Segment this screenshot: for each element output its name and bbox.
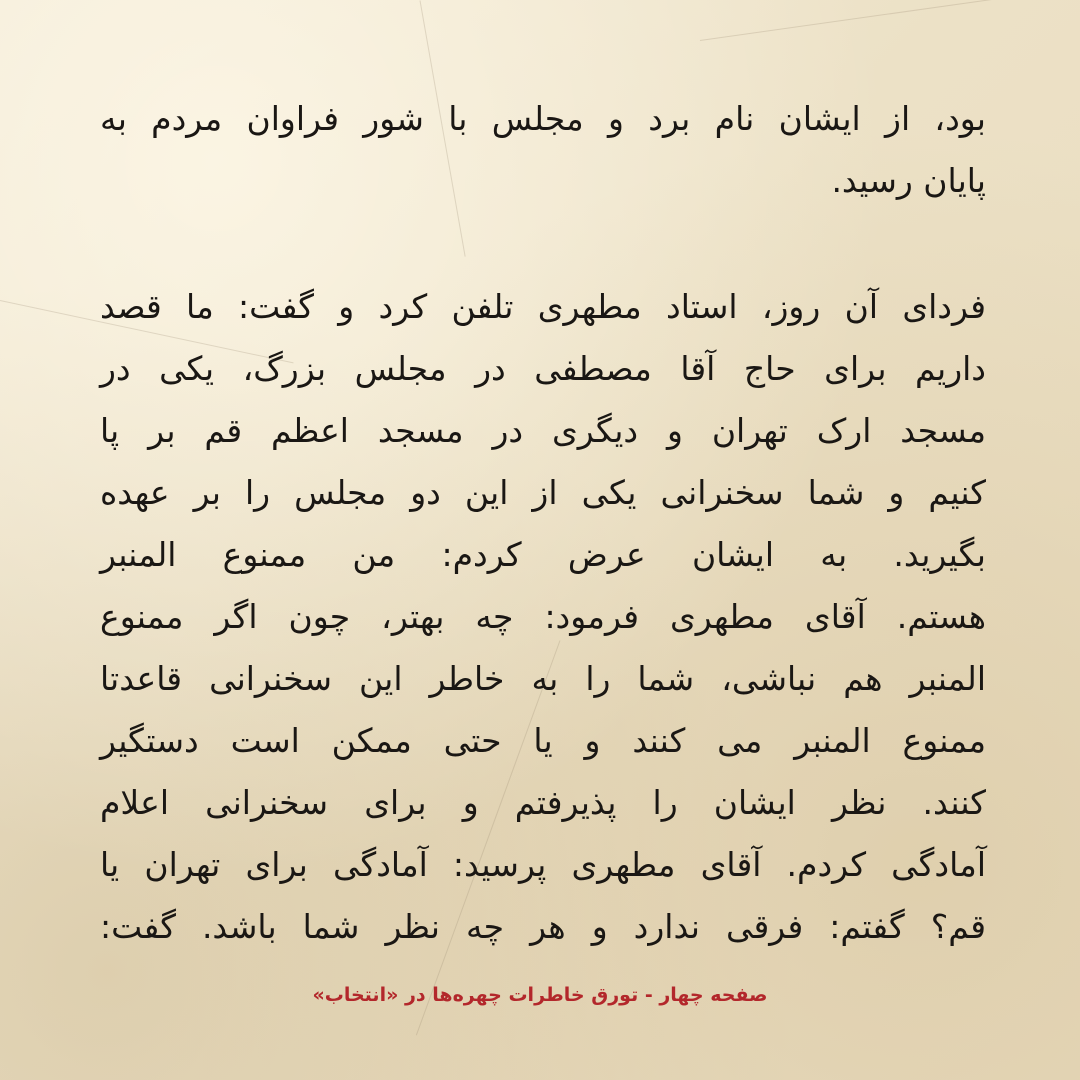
text-line: آمادگی کردم. آقای مطهری پرسید: آمادگی برای تهران یا xyxy=(100,845,986,884)
text-line: پایان رسید. xyxy=(831,161,986,200)
text-line: بود، از ایشان نام برد و مجلس با شور فراوان مردم به xyxy=(100,99,986,138)
text-line: بگیرید. به ایشان عرض کردم: من ممنوع المنبر xyxy=(100,535,986,574)
paper-crease xyxy=(700,0,1076,41)
text-line: مسجد ارک تهران و دیگری در مسجد اعظم قم بر پا xyxy=(100,411,986,450)
paragraph-1 xyxy=(100,88,986,212)
text-line: کنند. نظر ایشان را پذیرفتم و برای سخنرانی اعلام xyxy=(100,783,986,822)
text-line: ممنوع المنبر می کنند و یا حتی ممکن است دستگیر xyxy=(100,721,986,760)
text-line: المنبر هم نباشی، شما را به خاطر این سخنرانی قاعدتا xyxy=(100,659,986,698)
text-line: کنیم و شما سخنرانی یکی از این دو مجلس را بر عهده xyxy=(100,473,986,512)
text-line: قم؟ گفتم: فرقی ندارد و هر چه نظر شما باشد. گفت: xyxy=(100,907,986,946)
text-line: داریم برای حاج آقا مصطفی در مجلس بزرگ، یکی در xyxy=(100,349,986,388)
text-line: فردای آن روز، استاد مطهری تلفن کرد و گفت: ما قصد xyxy=(100,287,986,326)
page-footer-caption: صفحه چهار - تورق خاطرات چهره‌ها در «انتخاب» xyxy=(312,984,768,1006)
paragraph-2 xyxy=(100,276,986,958)
text-line: هستم. آقای مطهری فرمود: چه بهتر، چون اگر ممنوع xyxy=(100,597,986,636)
article-body xyxy=(100,88,986,958)
